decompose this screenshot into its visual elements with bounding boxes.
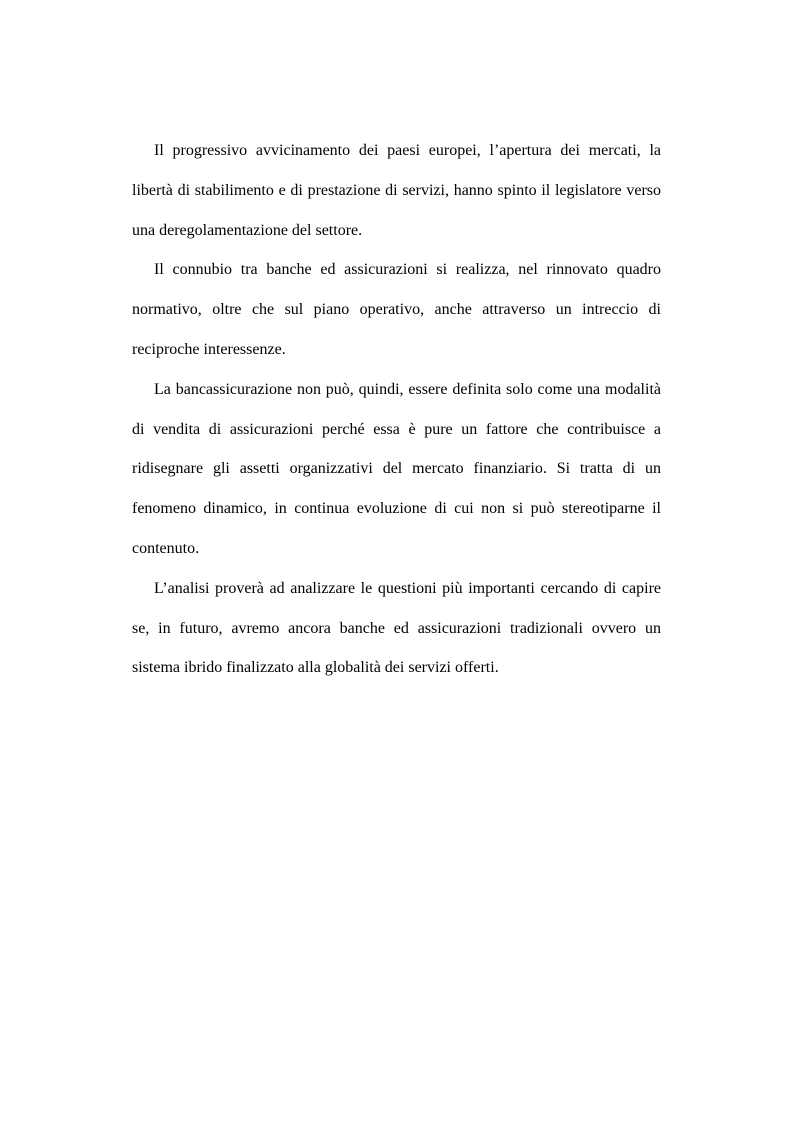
body-text bbox=[132, 131, 661, 688]
paragraph-4: L’analisi proverà ad analizzare le questioni più importanti cercando di capire se, in futuro, avremo ancora banche ed assicurazioni tradizionali ovvero un sistema ibrido finalizzato alla globalità dei servizi offerti. bbox=[132, 579, 661, 677]
paragraph-1: Il progressivo avvicinamento dei paesi europei, l’apertura dei mercati, la libertà di stabilimento e di prestazione di servizi, hanno spinto il legislatore verso una deregolamentazione del settore. bbox=[132, 142, 661, 239]
paragraph-3: La bancassicurazione non può, quindi, essere definita solo come una modalità di vendita di assicurazioni perché essa è pure un fattore che contribuisce a ridisegnare gli assetti organizzativi del mercato finanziario. Si tratta di un fenomeno dinamico, in continua evoluzione di cui non si può stereotiparne il contenuto. bbox=[132, 380, 661, 557]
paragraph-2: Il connubio tra banche ed assicurazioni si realizza, nel rinnovato quadro normativo, oltre che sul piano operativo, anche attraverso un intreccio di reciproche interessenze. bbox=[132, 261, 661, 358]
